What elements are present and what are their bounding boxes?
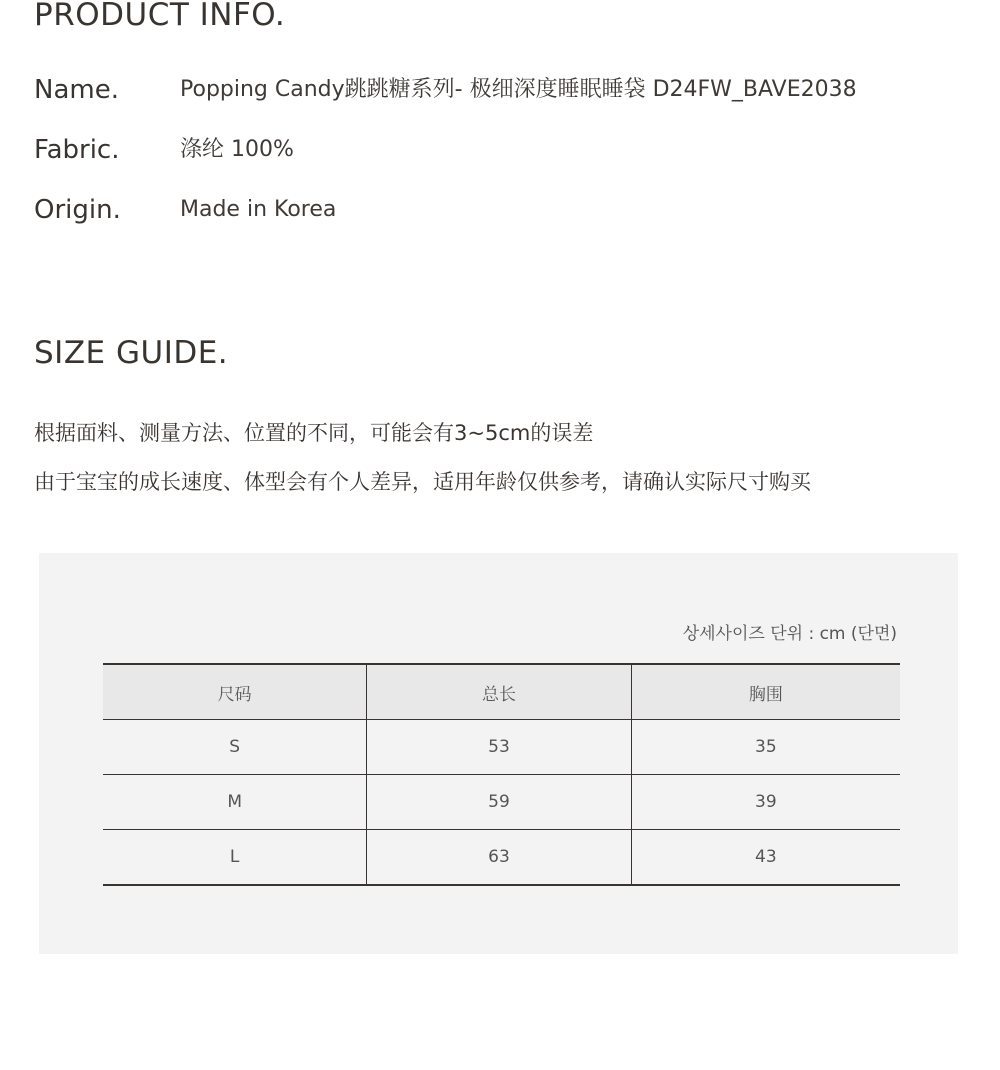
- header-length: 总长: [367, 664, 631, 720]
- size-note-measurement: 根据面料、测量方法、位置的不同，可能会有3~5cm的误差: [34, 421, 594, 445]
- size-table: [103, 663, 900, 886]
- table-header-row: [103, 664, 900, 720]
- info-row-fabric: [34, 132, 934, 168]
- table-row: [103, 775, 900, 830]
- table-row: [103, 720, 900, 775]
- table-cell-size: L: [103, 830, 367, 886]
- header-chest: 胸围: [631, 664, 900, 720]
- info-row-origin: [34, 192, 934, 228]
- name-value: Popping Candy跳跳糖系列- 极细深度睡眠睡袋 D24FW_BAVE2038: [180, 77, 857, 102]
- origin-label: Origin.: [34, 195, 121, 225]
- table-cell-length: 63: [367, 830, 631, 886]
- table-cell-chest: 43: [631, 830, 900, 886]
- name-label: Name.: [34, 75, 119, 105]
- table-cell-size: S: [103, 720, 367, 775]
- size-note-age: 由于宝宝的成长速度、体型会有个人差异，适用年龄仅供参考，请确认实际尺寸购买: [34, 470, 811, 494]
- fabric-value: 涤纶 100%: [180, 137, 294, 162]
- fabric-label: Fabric.: [34, 135, 120, 165]
- product-info-title: PRODUCT INFO.: [34, 0, 286, 33]
- info-row-name: [34, 72, 934, 108]
- table-cell-chest: 39: [631, 775, 900, 830]
- size-guide-title: SIZE GUIDE.: [34, 335, 229, 371]
- table-row: [103, 830, 900, 886]
- unit-label: 상세사이즈 단위 : cm (단면): [682, 624, 897, 644]
- table-cell-length: 59: [367, 775, 631, 830]
- table-cell-length: 53: [367, 720, 631, 775]
- origin-value: Made in Korea: [180, 197, 337, 222]
- size-table-panel: [39, 553, 958, 954]
- header-size: 尺码: [103, 664, 367, 720]
- table-cell-chest: 35: [631, 720, 900, 775]
- table-cell-size: M: [103, 775, 367, 830]
